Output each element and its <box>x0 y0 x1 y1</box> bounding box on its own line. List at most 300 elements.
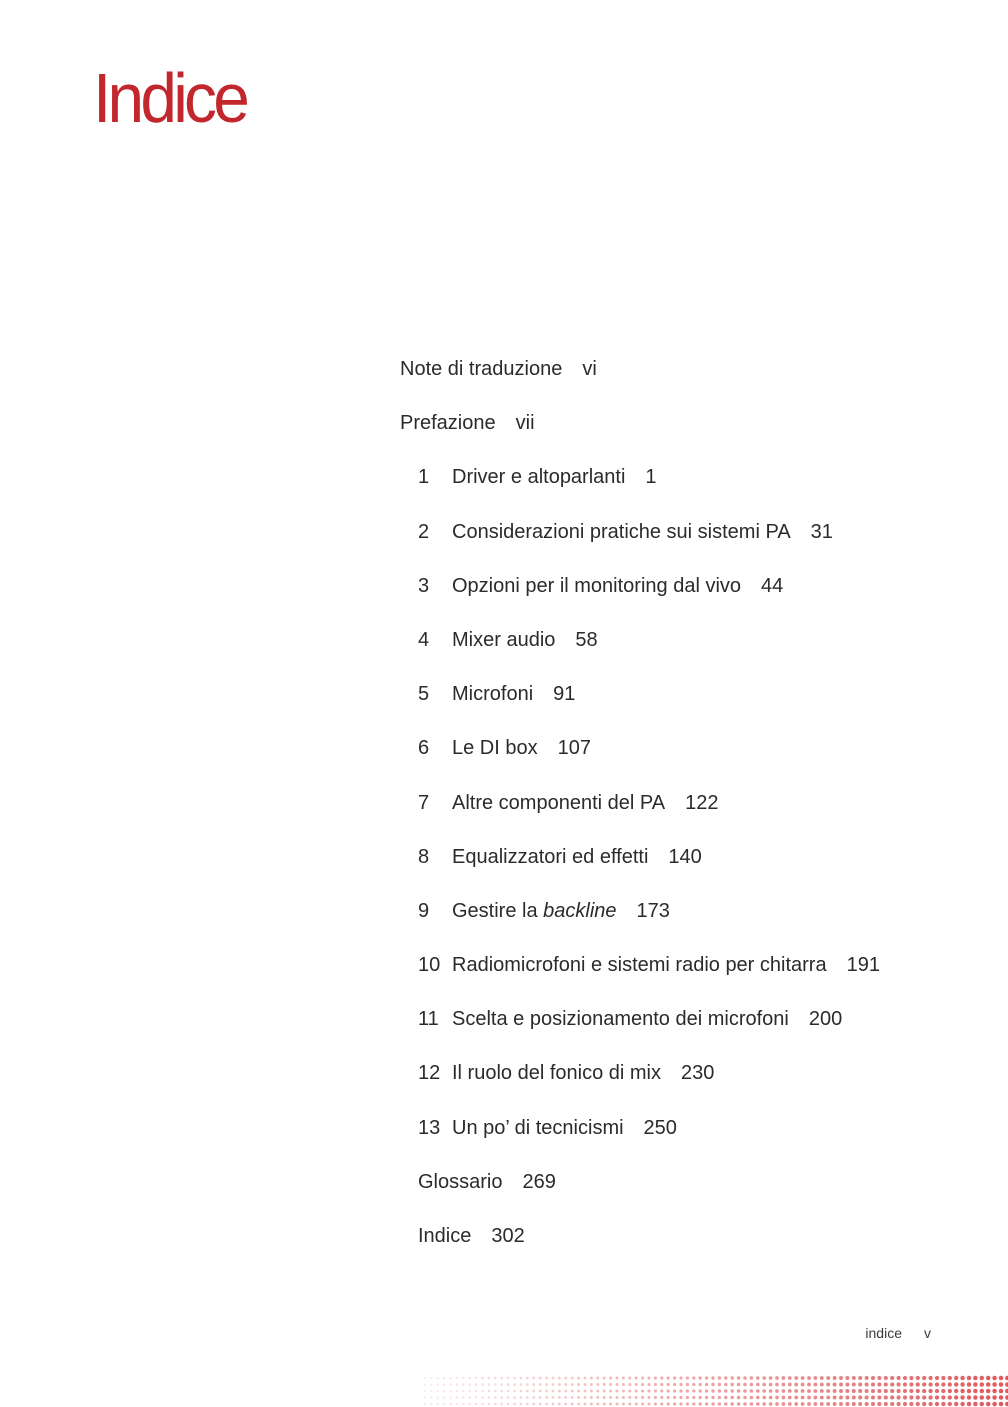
decorative-dot <box>724 1402 727 1405</box>
decorative-dot <box>948 1376 952 1380</box>
decorative-dot <box>871 1402 875 1406</box>
decorative-dot <box>820 1383 824 1387</box>
decorative-dot-band <box>0 1374 1008 1407</box>
chapter-title: Driver e altoparlanti <box>452 466 626 489</box>
decorative-dot <box>909 1376 913 1380</box>
decorative-dot <box>590 1403 593 1406</box>
decorative-dot <box>552 1383 555 1386</box>
decorative-dot <box>845 1396 849 1400</box>
decorative-dot <box>501 1390 504 1393</box>
decorative-dot <box>730 1383 733 1386</box>
decorative-dot <box>437 1377 439 1379</box>
decorative-dot <box>552 1396 555 1399</box>
decorative-dot <box>616 1390 619 1393</box>
decorative-dot <box>711 1396 714 1399</box>
toc-page-number: 1 <box>645 466 657 489</box>
decorative-dot <box>775 1396 779 1400</box>
toc-page-number: 91 <box>553 683 576 706</box>
decorative-dot <box>820 1396 824 1400</box>
decorative-dot <box>539 1403 542 1406</box>
decorative-dot <box>960 1402 964 1406</box>
decorative-dot <box>596 1383 599 1386</box>
toc-entry-prefazione[interactable] <box>400 406 960 460</box>
decorative-dot <box>909 1382 913 1386</box>
decorative-dot <box>494 1383 496 1385</box>
decorative-dot <box>443 1403 445 1405</box>
decorative-dot <box>705 1396 708 1399</box>
page-number: v <box>924 1325 931 1341</box>
toc-entry-indice[interactable] <box>400 1219 960 1273</box>
toc-page-number: 44 <box>761 574 784 597</box>
decorative-dot <box>852 1402 856 1406</box>
chapter-number: 1 <box>418 466 430 489</box>
decorative-dot <box>673 1402 676 1405</box>
decorative-dot <box>699 1402 702 1405</box>
decorative-dot <box>616 1396 619 1399</box>
decorative-dot <box>513 1383 516 1386</box>
decorative-dot <box>884 1395 888 1399</box>
decorative-dot <box>686 1402 689 1405</box>
decorative-dot <box>980 1376 985 1381</box>
decorative-dot <box>865 1402 869 1406</box>
decorative-dot <box>647 1402 650 1405</box>
decorative-dot <box>973 1376 977 1380</box>
decorative-dot <box>884 1389 888 1393</box>
decorative-dot <box>916 1395 920 1399</box>
decorative-dot <box>699 1389 702 1392</box>
decorative-dot <box>820 1402 824 1406</box>
toc-chapter-2[interactable] <box>400 515 960 569</box>
toc-page-number: vii <box>515 412 535 435</box>
decorative-dot <box>724 1389 727 1392</box>
toc-chapter-4[interactable] <box>400 623 960 677</box>
decorative-dot <box>852 1376 856 1380</box>
decorative-dot <box>986 1376 991 1381</box>
decorative-dot <box>903 1376 907 1380</box>
decorative-dot <box>711 1402 714 1405</box>
decorative-dot <box>552 1377 555 1380</box>
decorative-dot <box>897 1395 901 1399</box>
decorative-dot <box>545 1403 548 1406</box>
decorative-dot <box>449 1383 451 1385</box>
decorative-dot <box>692 1376 695 1379</box>
toc-chapter-7[interactable] <box>400 786 960 840</box>
decorative-dot <box>718 1402 721 1405</box>
decorative-dot <box>616 1383 619 1386</box>
decorative-dot <box>884 1402 888 1406</box>
decorative-dot <box>909 1402 913 1406</box>
decorative-dot <box>622 1389 625 1392</box>
decorative-dot <box>424 1396 426 1398</box>
decorative-dot <box>986 1395 991 1400</box>
decorative-dot <box>660 1402 663 1405</box>
toc-chapter-11[interactable] <box>400 1002 960 1056</box>
chapter-title: Gestire la <box>452 899 544 922</box>
decorative-dot <box>571 1377 574 1380</box>
decorative-dot <box>654 1383 657 1386</box>
decorative-dot <box>801 1389 805 1393</box>
decorative-dot <box>513 1377 516 1380</box>
decorative-dot <box>935 1402 939 1406</box>
decorative-dot <box>775 1402 779 1406</box>
chapter-number: 6 <box>418 737 430 760</box>
decorative-dot <box>954 1389 958 1393</box>
decorative-dot <box>858 1389 862 1393</box>
decorative-dot <box>852 1396 856 1400</box>
decorative-dot <box>424 1403 426 1405</box>
decorative-dot <box>807 1389 811 1393</box>
decorative-dot <box>507 1383 510 1386</box>
decorative-dot <box>571 1403 574 1406</box>
decorative-dot <box>814 1396 818 1400</box>
decorative-dot <box>992 1402 997 1407</box>
decorative-dot <box>890 1402 894 1406</box>
decorative-dot <box>705 1402 708 1405</box>
toc-chapter-10[interactable] <box>400 948 960 1002</box>
decorative-dot <box>628 1389 631 1392</box>
toc-chapter-8[interactable] <box>400 840 960 894</box>
decorative-dot <box>750 1389 754 1393</box>
decorative-dot <box>814 1376 818 1380</box>
decorative-dot <box>430 1390 432 1392</box>
decorative-dot <box>935 1382 939 1386</box>
decorative-dot <box>526 1396 529 1399</box>
decorative-dot <box>769 1383 773 1387</box>
decorative-dot <box>762 1402 766 1406</box>
chapter-title: Le DI box <box>452 737 538 760</box>
decorative-dot <box>616 1377 619 1380</box>
decorative-dot <box>488 1403 490 1405</box>
decorative-dot <box>494 1396 496 1398</box>
decorative-dot <box>980 1389 985 1394</box>
decorative-dot <box>647 1376 650 1379</box>
decorative-dot <box>922 1389 926 1393</box>
decorative-dot <box>577 1377 580 1380</box>
toc-page-number: 58 <box>575 628 598 651</box>
decorative-dot <box>584 1377 587 1380</box>
decorative-dot <box>967 1376 971 1380</box>
decorative-dot <box>833 1396 837 1400</box>
decorative-dot <box>590 1390 593 1393</box>
decorative-dot <box>609 1383 612 1386</box>
decorative-dot <box>743 1383 747 1387</box>
decorative-dot <box>545 1377 548 1380</box>
chapter-title: Microfoni <box>452 683 534 706</box>
decorative-dot <box>679 1389 682 1392</box>
toc-chapter-6[interactable] <box>400 731 960 785</box>
decorative-dot <box>641 1389 644 1392</box>
decorative-dot <box>960 1395 964 1399</box>
decorative-dot <box>724 1376 727 1379</box>
toc-page-number: 173 <box>636 899 670 922</box>
decorative-dot <box>814 1402 818 1406</box>
decorative-dot <box>788 1383 792 1387</box>
chapter-number: 13 <box>418 1116 441 1139</box>
decorative-dot <box>928 1389 932 1393</box>
decorative-dot <box>481 1390 483 1392</box>
decorative-dot <box>941 1389 945 1393</box>
decorative-dot <box>775 1376 779 1380</box>
chapter-number: 4 <box>418 628 430 651</box>
decorative-dot <box>941 1402 945 1406</box>
decorative-dot <box>903 1389 907 1393</box>
decorative-dot <box>584 1396 587 1399</box>
decorative-dot <box>679 1376 682 1379</box>
decorative-dot <box>699 1396 702 1399</box>
page-footer <box>865 1325 931 1341</box>
decorative-dot <box>692 1389 695 1392</box>
decorative-dot <box>928 1395 932 1399</box>
toc-chapter-9[interactable] <box>400 894 960 948</box>
decorative-dot <box>839 1376 843 1380</box>
decorative-dot <box>628 1376 631 1379</box>
decorative-dot <box>692 1396 695 1399</box>
decorative-dot <box>992 1395 997 1400</box>
chapter-number: 10 <box>418 954 441 977</box>
decorative-dot <box>858 1402 862 1406</box>
decorative-dot <box>877 1389 881 1393</box>
decorative-dot <box>807 1402 811 1406</box>
decorative-dot <box>456 1403 458 1405</box>
decorative-dot <box>820 1376 824 1380</box>
toc-page-number: 200 <box>808 1008 843 1031</box>
decorative-dot <box>839 1402 843 1406</box>
decorative-dot <box>801 1402 805 1406</box>
decorative-dot <box>609 1396 612 1399</box>
decorative-dot <box>833 1376 837 1380</box>
decorative-dot <box>558 1383 561 1386</box>
decorative-dot <box>449 1403 451 1405</box>
decorative-dot <box>762 1383 766 1387</box>
decorative-dot <box>558 1396 561 1399</box>
decorative-dot <box>839 1396 843 1400</box>
decorative-dot <box>762 1376 766 1380</box>
toc-page-number: 269 <box>522 1170 556 1193</box>
decorative-dot <box>603 1383 606 1386</box>
decorative-dot <box>647 1389 650 1392</box>
decorative-dot <box>743 1396 747 1400</box>
decorative-dot <box>532 1396 535 1399</box>
decorative-dot <box>884 1382 888 1386</box>
decorative-dot <box>673 1376 676 1379</box>
toc-entry-label: Indice <box>418 1225 472 1247</box>
toc-chapter-13[interactable] <box>400 1111 960 1165</box>
decorative-dot <box>782 1376 786 1380</box>
decorative-dot <box>449 1390 451 1392</box>
decorative-dot <box>750 1402 754 1406</box>
decorative-dot <box>814 1389 818 1393</box>
decorative-dot <box>877 1382 881 1386</box>
decorative-dot <box>826 1389 830 1393</box>
decorative-dot <box>948 1382 952 1386</box>
decorative-dot <box>801 1376 805 1380</box>
decorative-dot <box>526 1403 529 1406</box>
decorative-dot <box>826 1383 830 1387</box>
decorative-dot <box>935 1389 939 1393</box>
toc-chapter-12[interactable] <box>400 1056 960 1110</box>
decorative-dot <box>890 1395 894 1399</box>
decorative-dot <box>673 1396 676 1399</box>
decorative-dot <box>954 1395 958 1399</box>
decorative-dot <box>935 1395 939 1399</box>
decorative-dot <box>865 1382 869 1386</box>
decorative-dot <box>520 1396 523 1399</box>
decorative-dot <box>948 1395 952 1399</box>
decorative-dot <box>999 1389 1004 1394</box>
decorative-dot <box>865 1376 869 1380</box>
decorative-dot <box>609 1377 612 1380</box>
decorative-dot <box>954 1382 958 1386</box>
toc-chapter-5[interactable] <box>400 677 960 731</box>
decorative-dot <box>941 1382 945 1386</box>
decorative-dot <box>954 1376 958 1380</box>
decorative-dot <box>667 1396 670 1399</box>
decorative-dot <box>756 1402 760 1406</box>
chapter-title: Equalizzatori ed effetti <box>452 845 649 868</box>
decorative-dot <box>801 1396 805 1400</box>
toc-entry-glossario[interactable] <box>400 1165 960 1219</box>
chapter-title: Opzioni per il monitoring dal vivo <box>452 574 742 597</box>
toc-page-number: 122 <box>685 791 719 814</box>
decorative-dot <box>782 1396 786 1400</box>
decorative-dot <box>884 1376 888 1380</box>
decorative-dot <box>635 1402 638 1405</box>
decorative-dot <box>743 1402 747 1406</box>
decorative-dot <box>456 1383 458 1385</box>
decorative-dot <box>564 1377 567 1380</box>
decorative-dot <box>769 1402 773 1406</box>
decorative-dot <box>558 1403 561 1406</box>
decorative-dot <box>501 1383 504 1386</box>
decorative-dot <box>539 1390 542 1393</box>
decorative-dot <box>903 1382 907 1386</box>
decorative-dot <box>890 1376 894 1380</box>
decorative-dot <box>935 1376 939 1380</box>
decorative-dot <box>552 1390 555 1393</box>
decorative-dot <box>584 1390 587 1393</box>
chapter-title: Considerazioni pratiche sui sistemi PA <box>452 520 791 543</box>
decorative-dot <box>679 1402 682 1405</box>
decorative-dot <box>513 1396 516 1399</box>
decorative-dot <box>782 1383 786 1387</box>
decorative-dot <box>782 1389 786 1393</box>
decorative-dot <box>539 1396 542 1399</box>
decorative-dot <box>743 1389 747 1393</box>
decorative-dot <box>928 1402 932 1406</box>
decorative-dot <box>922 1376 926 1380</box>
decorative-dot <box>858 1383 862 1387</box>
decorative-dot <box>750 1396 754 1400</box>
toc-chapter-1[interactable] <box>400 460 960 514</box>
decorative-dot <box>596 1390 599 1393</box>
decorative-dot <box>628 1383 631 1386</box>
decorative-dot <box>494 1390 496 1392</box>
chapter-title: Altre componenti del PA <box>452 791 666 814</box>
decorative-dot <box>730 1402 733 1405</box>
decorative-dot <box>986 1382 991 1387</box>
toc-entry-label: Note di traduzione <box>400 358 563 380</box>
decorative-dot <box>603 1403 606 1406</box>
decorative-dot <box>469 1403 471 1405</box>
decorative-dot <box>513 1390 516 1393</box>
decorative-dot <box>948 1402 952 1406</box>
decorative-dot <box>877 1376 881 1380</box>
toc-chapter-3[interactable] <box>400 569 960 623</box>
decorative-dot <box>673 1383 676 1386</box>
decorative-dot <box>584 1403 587 1406</box>
decorative-dot <box>609 1403 612 1406</box>
decorative-dot <box>635 1389 638 1392</box>
decorative-dot <box>999 1376 1004 1381</box>
decorative-dot <box>756 1376 760 1380</box>
decorative-dot <box>475 1390 477 1392</box>
decorative-dot <box>532 1403 535 1406</box>
decorative-dot <box>833 1402 837 1406</box>
decorative-dot <box>999 1382 1004 1387</box>
decorative-dot <box>532 1377 535 1380</box>
decorative-dot <box>520 1383 523 1386</box>
decorative-dot <box>622 1402 625 1405</box>
decorative-dot <box>960 1376 964 1380</box>
decorative-dot <box>807 1383 811 1387</box>
decorative-dot <box>788 1402 792 1406</box>
toc-page-number: 140 <box>668 845 702 868</box>
chapter-number: 3 <box>418 574 430 597</box>
decorative-dot <box>858 1396 862 1400</box>
decorative-dot <box>475 1383 477 1385</box>
decorative-dot <box>756 1383 760 1387</box>
decorative-dot <box>852 1383 856 1387</box>
decorative-dot <box>756 1396 760 1400</box>
decorative-dot <box>769 1376 773 1380</box>
decorative-dot <box>699 1376 702 1379</box>
decorative-dot <box>443 1390 445 1392</box>
decorative-dot <box>590 1396 593 1399</box>
decorative-dot <box>609 1390 612 1393</box>
decorative-dot <box>532 1390 535 1393</box>
decorative-dot <box>501 1377 504 1380</box>
decorative-dot <box>424 1383 426 1385</box>
decorative-dot <box>992 1389 997 1394</box>
decorative-dot <box>871 1382 875 1386</box>
decorative-dot <box>775 1389 779 1393</box>
decorative-dot <box>967 1389 971 1393</box>
decorative-dot <box>845 1389 849 1393</box>
decorative-dot <box>494 1377 496 1379</box>
decorative-dot <box>794 1389 798 1393</box>
decorative-dot <box>737 1383 741 1387</box>
decorative-dot <box>916 1389 920 1393</box>
decorative-dot <box>596 1396 599 1399</box>
decorative-dot <box>871 1395 875 1399</box>
decorative-dot <box>775 1383 779 1387</box>
decorative-dot <box>488 1377 490 1379</box>
decorative-dot <box>443 1377 445 1379</box>
decorative-dot <box>443 1396 445 1398</box>
decorative-dot <box>871 1389 875 1393</box>
chapter-title: Radiomicrofoni e sistemi radio per chitarra <box>452 954 827 977</box>
decorative-dot <box>449 1396 451 1398</box>
decorative-dot <box>437 1396 439 1398</box>
decorative-dot <box>916 1382 920 1386</box>
decorative-dot <box>967 1382 971 1386</box>
decorative-dot <box>596 1377 599 1380</box>
decorative-dot <box>909 1389 913 1393</box>
decorative-dot <box>762 1396 766 1400</box>
toc-entry-note-di-traduzione[interactable] <box>400 352 960 406</box>
decorative-dot <box>501 1403 504 1406</box>
decorative-dot <box>718 1389 721 1392</box>
